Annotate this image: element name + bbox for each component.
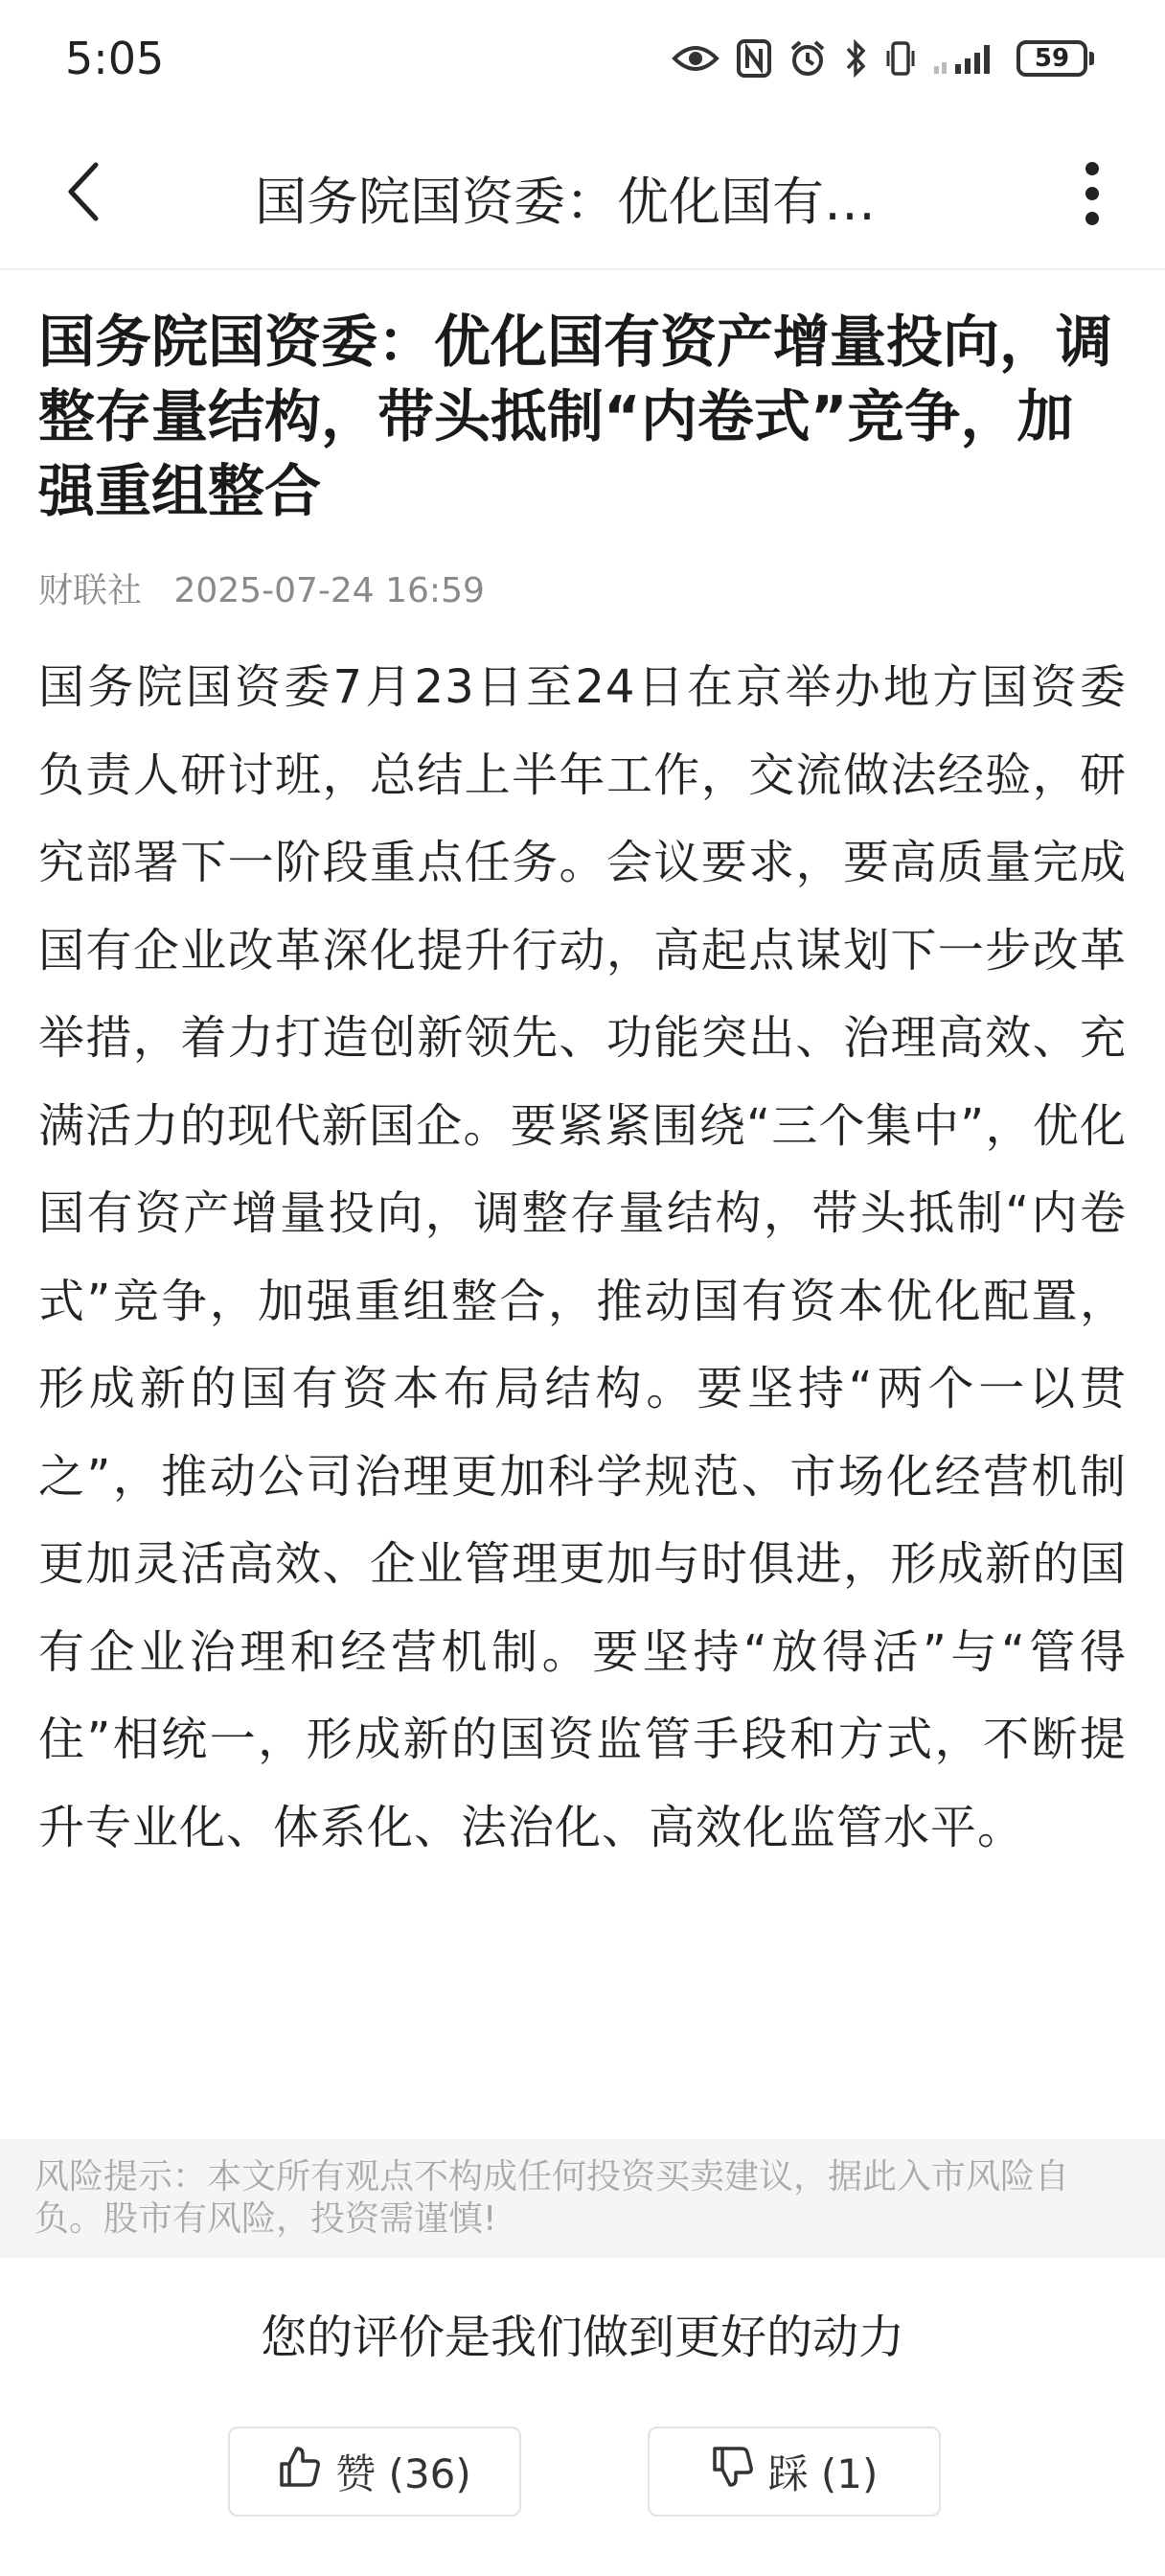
article-meta [38, 564, 485, 612]
status-icons [672, 34, 1094, 82]
dislike-button[interactable] [648, 2426, 941, 2517]
signal-icon [932, 41, 999, 76]
article-source: 财联社 [38, 571, 143, 610]
alarm-icon [788, 39, 827, 78]
article-body: 国务院国资委7月23日至24日在京举办地方国资委负责人研讨班，总结上半年工作，交流做法经验，研究部署下一阶段重点任务。会议要求，要高质量完成国有企业改革深化提升行动，高起点谋划下一步改革举措，着力打造创新领先、功能突出、治理高效、充满活力的现代新国企。要紧紧围绕“三个集中”，优化国有资产增量投向，调整存量结构，带头抵制“内卷式”竞争，加强重组整合，推动国有资本优化配置，形成新的国有资本布局结构。要坚持“两个一以贯之”，推动公司治理更加科学规范、市场化经营机制更加灵活高效、企业管理更加与时俱进，形成新的国有企业治理和经营机制。要坚持“放得活”与“管得住”相统一，形成新的国资监管手段和方式，不断提升专业化、体系化、法治化、高效化监管水平。 [38, 660, 1127, 1854]
thumbs-down-icon [711, 2445, 755, 2498]
dislike-label: 踩 (1) [767, 2450, 879, 2497]
like-button[interactable] [228, 2426, 521, 2517]
battery-icon [1017, 40, 1094, 77]
nav-bar [0, 119, 1165, 270]
bluetooth-icon [844, 39, 869, 78]
back-button[interactable] [46, 155, 123, 232]
status-bar [0, 0, 1165, 119]
more-vertical-icon-dot [1085, 212, 1099, 225]
feedback-prompt: 您的评价是我们做到更好的动力 [260, 2311, 904, 2364]
article-title: 国务院国资委：优化国有资产增量投向，调整存量结构，带头抵制“内卷式”竞争，加强重组整合 [38, 309, 1113, 524]
more-vertical-icon [1085, 162, 1099, 175]
status-time: 5:05 [65, 33, 165, 84]
vibrate-icon [886, 39, 915, 78]
like-label: 赞 (36) [335, 2450, 471, 2497]
article-datetime: 2025-07-24 16:59 [173, 571, 485, 610]
more-vertical-icon-dot [1085, 187, 1099, 200]
more-button[interactable] [1054, 155, 1131, 232]
battery-level: 59 [1017, 40, 1087, 77]
nav-title: 国务院国资委：优化国有… [255, 172, 876, 232]
risk-notice: 风险提示：本文所有观点不构成任何投资买卖建议，据此入市风险自负。股市有风险，投资需谨慎! [0, 2139, 1165, 2258]
eye-icon [672, 43, 720, 74]
battery-tip [1089, 52, 1094, 65]
thumbs-up-icon [278, 2445, 322, 2498]
chevron-left-icon [65, 161, 103, 226]
nfc-icon [737, 39, 771, 78]
